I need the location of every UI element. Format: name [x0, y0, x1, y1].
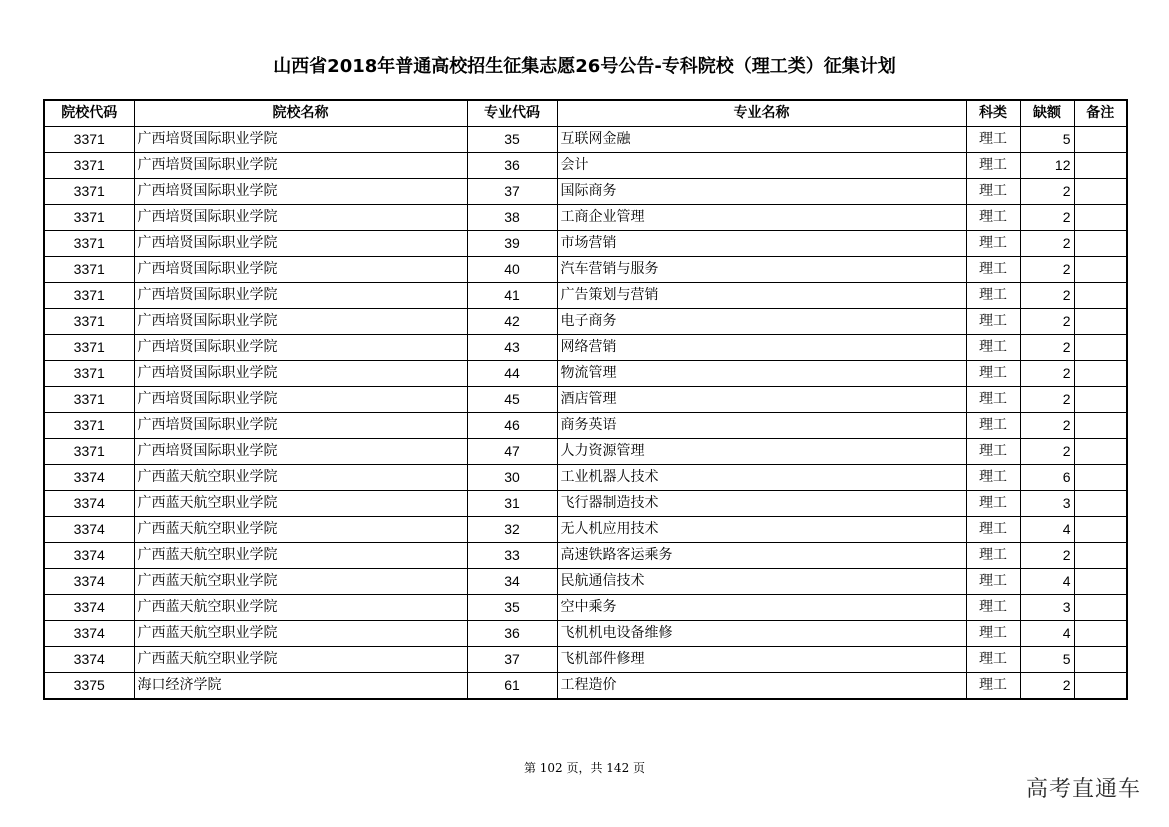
table-row — [44, 647, 1127, 673]
cell-major-name: 工商企业管理 — [557, 205, 966, 231]
cell-major-name: 商务英语 — [557, 413, 966, 439]
cell-school-name: 广西培贤国际职业学院 — [134, 413, 467, 439]
cell-school-code: 3371 — [44, 231, 134, 257]
cell-major-code: 36 — [467, 153, 557, 179]
cell-major-name: 汽车营销与服务 — [557, 257, 966, 283]
table-row — [44, 621, 1127, 647]
table-row — [44, 361, 1127, 387]
cell-school-code: 3371 — [44, 309, 134, 335]
cell-note — [1074, 153, 1127, 179]
cell-major-name: 互联网金融 — [557, 127, 966, 153]
table-row — [44, 283, 1127, 309]
cell-school-code: 3371 — [44, 153, 134, 179]
cell-school-name: 广西培贤国际职业学院 — [134, 205, 467, 231]
cell-major-name: 飞行器制造技术 — [557, 491, 966, 517]
header-note: 备注 — [1074, 100, 1127, 127]
cell-note — [1074, 231, 1127, 257]
cell-category: 理工 — [966, 127, 1020, 153]
cell-category: 理工 — [966, 179, 1020, 205]
cell-note — [1074, 413, 1127, 439]
header-school-name: 院校名称 — [134, 100, 467, 127]
table-row — [44, 335, 1127, 361]
cell-major-name: 人力资源管理 — [557, 439, 966, 465]
cell-major-name: 市场营销 — [557, 231, 966, 257]
cell-major-name: 工业机器人技术 — [557, 465, 966, 491]
cell-vacancy: 2 — [1020, 439, 1074, 465]
cell-school-name: 广西培贤国际职业学院 — [134, 179, 467, 205]
cell-category: 理工 — [966, 569, 1020, 595]
cell-category: 理工 — [966, 673, 1020, 700]
cell-school-name: 广西蓝天航空职业学院 — [134, 543, 467, 569]
cell-school-code: 3371 — [44, 205, 134, 231]
cell-note — [1074, 491, 1127, 517]
cell-vacancy: 5 — [1020, 127, 1074, 153]
cell-vacancy: 2 — [1020, 361, 1074, 387]
cell-vacancy: 2 — [1020, 335, 1074, 361]
cell-major-name: 物流管理 — [557, 361, 966, 387]
cell-major-name: 广告策划与营销 — [557, 283, 966, 309]
cell-school-name: 广西培贤国际职业学院 — [134, 153, 467, 179]
cell-vacancy: 2 — [1020, 179, 1074, 205]
cell-category: 理工 — [966, 491, 1020, 517]
cell-school-name: 广西蓝天航空职业学院 — [134, 621, 467, 647]
cell-school-code: 3375 — [44, 673, 134, 700]
cell-note — [1074, 179, 1127, 205]
cell-school-name: 广西培贤国际职业学院 — [134, 257, 467, 283]
cell-category: 理工 — [966, 283, 1020, 309]
cell-major-name: 飞机机电设备维修 — [557, 621, 966, 647]
cell-category: 理工 — [966, 361, 1020, 387]
cell-school-code: 3371 — [44, 127, 134, 153]
cell-major-name: 工程造价 — [557, 673, 966, 700]
cell-vacancy: 2 — [1020, 205, 1074, 231]
cell-major-code: 36 — [467, 621, 557, 647]
cell-note — [1074, 387, 1127, 413]
table-body — [44, 127, 1127, 700]
cell-major-code: 47 — [467, 439, 557, 465]
table-row — [44, 595, 1127, 621]
header-major-name: 专业名称 — [557, 100, 966, 127]
cell-vacancy: 2 — [1020, 283, 1074, 309]
page-footer: 第 102 页，共 142 页 — [523, 761, 646, 775]
cell-note — [1074, 361, 1127, 387]
cell-major-name: 电子商务 — [557, 309, 966, 335]
cell-major-code: 41 — [467, 283, 557, 309]
cell-major-code: 45 — [467, 387, 557, 413]
cell-category: 理工 — [966, 543, 1020, 569]
table-row — [44, 673, 1127, 700]
cell-major-code: 35 — [467, 127, 557, 153]
cell-note — [1074, 595, 1127, 621]
cell-major-code: 35 — [467, 595, 557, 621]
cell-school-name: 海口经济学院 — [134, 673, 467, 700]
cell-school-name: 广西蓝天航空职业学院 — [134, 491, 467, 517]
table-row — [44, 517, 1127, 543]
cell-vacancy: 4 — [1020, 621, 1074, 647]
cell-category: 理工 — [966, 257, 1020, 283]
cell-vacancy: 2 — [1020, 387, 1074, 413]
cell-major-code: 39 — [467, 231, 557, 257]
cell-school-code: 3371 — [44, 335, 134, 361]
cell-major-code: 34 — [467, 569, 557, 595]
table-row — [44, 231, 1127, 257]
cell-vacancy: 2 — [1020, 673, 1074, 700]
cell-school-code: 3374 — [44, 491, 134, 517]
enrollment-plan-table — [43, 99, 1128, 700]
cell-category: 理工 — [966, 595, 1020, 621]
cell-note — [1074, 283, 1127, 309]
cell-school-name: 广西培贤国际职业学院 — [134, 387, 467, 413]
table-header-row — [44, 100, 1127, 127]
table-row — [44, 127, 1127, 153]
cell-vacancy: 3 — [1020, 491, 1074, 517]
cell-school-code: 3371 — [44, 257, 134, 283]
header-major-code: 专业代码 — [467, 100, 557, 127]
cell-major-code: 37 — [467, 179, 557, 205]
watermark: 高考直通车 — [1025, 777, 1141, 802]
cell-school-name: 广西蓝天航空职业学院 — [134, 569, 467, 595]
cell-school-code: 3374 — [44, 595, 134, 621]
cell-category: 理工 — [966, 387, 1020, 413]
cell-major-code: 42 — [467, 309, 557, 335]
cell-category: 理工 — [966, 413, 1020, 439]
table-row — [44, 257, 1127, 283]
cell-category: 理工 — [966, 439, 1020, 465]
cell-vacancy: 2 — [1020, 257, 1074, 283]
cell-category: 理工 — [966, 465, 1020, 491]
cell-major-name: 国际商务 — [557, 179, 966, 205]
cell-note — [1074, 465, 1127, 491]
cell-note — [1074, 205, 1127, 231]
cell-major-code: 33 — [467, 543, 557, 569]
cell-school-name: 广西蓝天航空职业学院 — [134, 465, 467, 491]
cell-school-name: 广西培贤国际职业学院 — [134, 309, 467, 335]
cell-major-code: 31 — [467, 491, 557, 517]
cell-major-name: 酒店管理 — [557, 387, 966, 413]
cell-major-code: 46 — [467, 413, 557, 439]
cell-category: 理工 — [966, 621, 1020, 647]
cell-school-code: 3374 — [44, 517, 134, 543]
cell-vacancy: 2 — [1020, 413, 1074, 439]
table-row — [44, 387, 1127, 413]
cell-school-code: 3374 — [44, 465, 134, 491]
cell-school-name: 广西蓝天航空职业学院 — [134, 517, 467, 543]
cell-vacancy: 4 — [1020, 517, 1074, 543]
cell-vacancy: 2 — [1020, 309, 1074, 335]
cell-major-name: 高速铁路客运乘务 — [557, 543, 966, 569]
cell-school-name: 广西培贤国际职业学院 — [134, 283, 467, 309]
cell-note — [1074, 569, 1127, 595]
table-row — [44, 569, 1127, 595]
table-row — [44, 413, 1127, 439]
cell-note — [1074, 647, 1127, 673]
cell-note — [1074, 543, 1127, 569]
cell-note — [1074, 439, 1127, 465]
cell-vacancy: 2 — [1020, 231, 1074, 257]
cell-category: 理工 — [966, 231, 1020, 257]
cell-vacancy: 4 — [1020, 569, 1074, 595]
cell-school-name: 广西蓝天航空职业学院 — [134, 595, 467, 621]
table-row — [44, 491, 1127, 517]
cell-note — [1074, 257, 1127, 283]
cell-school-code: 3371 — [44, 361, 134, 387]
cell-major-name: 会计 — [557, 153, 966, 179]
table-row — [44, 153, 1127, 179]
cell-major-code: 43 — [467, 335, 557, 361]
cell-major-code: 30 — [467, 465, 557, 491]
cell-category: 理工 — [966, 309, 1020, 335]
table-row — [44, 439, 1127, 465]
cell-school-code: 3374 — [44, 647, 134, 673]
cell-major-name: 飞机部件修理 — [557, 647, 966, 673]
header-vacancy: 缺额 — [1020, 100, 1074, 127]
cell-school-name: 广西蓝天航空职业学院 — [134, 647, 467, 673]
cell-school-code: 3371 — [44, 387, 134, 413]
cell-major-name: 无人机应用技术 — [557, 517, 966, 543]
cell-major-code: 44 — [467, 361, 557, 387]
cell-school-name: 广西培贤国际职业学院 — [134, 335, 467, 361]
cell-category: 理工 — [966, 153, 1020, 179]
cell-major-name: 网络营销 — [557, 335, 966, 361]
cell-major-code: 32 — [467, 517, 557, 543]
cell-category: 理工 — [966, 335, 1020, 361]
cell-vacancy: 6 — [1020, 465, 1074, 491]
cell-school-code: 3371 — [44, 439, 134, 465]
document-title: 山西省2018年普通高校招生征集志愿26号公告-专科院校（理工类）征集计划 — [273, 56, 896, 77]
table-row — [44, 179, 1127, 205]
cell-note — [1074, 517, 1127, 543]
table-row — [44, 309, 1127, 335]
cell-major-code: 38 — [467, 205, 557, 231]
cell-school-code: 3371 — [44, 413, 134, 439]
table-row — [44, 465, 1127, 491]
cell-major-code: 40 — [467, 257, 557, 283]
table-row — [44, 205, 1127, 231]
cell-note — [1074, 309, 1127, 335]
cell-category: 理工 — [966, 647, 1020, 673]
cell-vacancy: 3 — [1020, 595, 1074, 621]
cell-school-code: 3371 — [44, 179, 134, 205]
table-row — [44, 543, 1127, 569]
cell-school-name: 广西培贤国际职业学院 — [134, 361, 467, 387]
cell-note — [1074, 127, 1127, 153]
header-school-code: 院校代码 — [44, 100, 134, 127]
cell-vacancy: 2 — [1020, 543, 1074, 569]
cell-note — [1074, 673, 1127, 700]
cell-category: 理工 — [966, 517, 1020, 543]
cell-major-code: 37 — [467, 647, 557, 673]
cell-school-name: 广西培贤国际职业学院 — [134, 231, 467, 257]
cell-vacancy: 5 — [1020, 647, 1074, 673]
cell-major-name: 民航通信技术 — [557, 569, 966, 595]
cell-major-code: 61 — [467, 673, 557, 700]
cell-school-name: 广西培贤国际职业学院 — [134, 439, 467, 465]
cell-school-code: 3374 — [44, 569, 134, 595]
cell-note — [1074, 621, 1127, 647]
cell-school-code: 3374 — [44, 621, 134, 647]
cell-school-name: 广西培贤国际职业学院 — [134, 127, 467, 153]
cell-vacancy: 12 — [1020, 153, 1074, 179]
header-category: 科类 — [966, 100, 1020, 127]
cell-school-code: 3371 — [44, 283, 134, 309]
cell-note — [1074, 335, 1127, 361]
cell-school-code: 3374 — [44, 543, 134, 569]
cell-major-name: 空中乘务 — [557, 595, 966, 621]
cell-category: 理工 — [966, 205, 1020, 231]
